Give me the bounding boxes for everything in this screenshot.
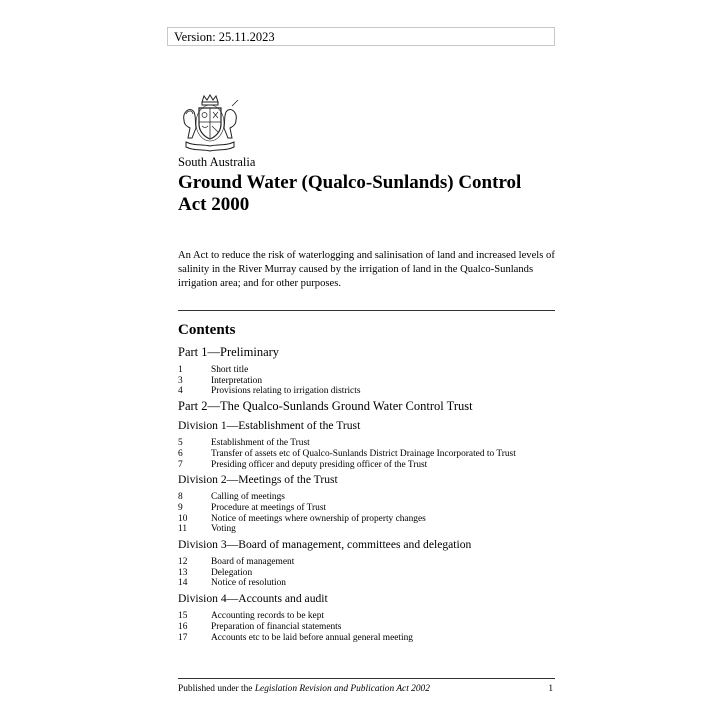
toc-entry-title: Provisions relating to irrigation districts	[211, 386, 361, 397]
act-title	[178, 172, 558, 216]
toc-entry[interactable]	[178, 365, 558, 376]
toc-division-2-items	[178, 492, 558, 535]
toc-entry-title: Accounting records to be kept	[211, 611, 324, 622]
toc-entry[interactable]	[178, 376, 558, 387]
act-title-line-1: Ground Water (Qualco-Sunlands) Control	[178, 172, 522, 193]
toc-entry-number: 11	[178, 524, 188, 535]
toc-entry-number: 10	[178, 513, 188, 524]
toc-entry-title: Delegation	[211, 567, 253, 578]
toc-entry-title: Presiding officer and deputy presiding officer of the Trust	[211, 459, 428, 470]
toc-entry-number: 5	[178, 438, 183, 449]
page-number: 1	[548, 684, 553, 694]
toc-division-3-items	[178, 557, 558, 589]
toc-entry-number: 14	[178, 578, 188, 589]
toc-division-4-heading[interactable]: Division 4—Accounts and audit	[178, 592, 328, 606]
toc-entry[interactable]	[178, 449, 558, 460]
toc-entry-title: Notice of resolution	[211, 578, 286, 589]
table-of-contents	[178, 343, 558, 645]
toc-entry[interactable]	[178, 460, 558, 471]
toc-entry[interactable]	[178, 503, 558, 514]
publication-note	[178, 683, 430, 695]
toc-entry-number: 12	[178, 557, 188, 568]
toc-division-1-items	[178, 438, 558, 470]
toc-division-4-items	[178, 611, 558, 643]
toc-entry-title: Short title	[211, 365, 249, 375]
toc-entry[interactable]	[178, 438, 558, 449]
toc-entry-number: 8	[178, 492, 183, 503]
contents-heading: Contents	[178, 322, 236, 338]
publication-act-name: Legislation Revision and Publication Act 2002	[254, 684, 430, 694]
toc-entry[interactable]	[178, 492, 558, 503]
toc-entry-number: 13	[178, 567, 188, 578]
toc-part-1-heading[interactable]: Part 1—Preliminary	[178, 345, 280, 359]
toc-entry-title: Preparation of financial statements	[211, 621, 342, 632]
toc-entry-number: 6	[178, 448, 183, 459]
toc-part-1-items	[178, 365, 558, 397]
toc-division-3-heading[interactable]: Division 3—Board of management, committees and delegation	[178, 538, 472, 552]
act-title-line-2: Act 2000	[178, 194, 250, 215]
toc-entry-title: Procedure at meetings of Trust	[211, 502, 327, 513]
toc-entry[interactable]	[178, 386, 558, 397]
toc-division-1-heading[interactable]: Division 1—Establishment of the Trust	[178, 419, 361, 433]
footer-divider	[178, 678, 555, 679]
toc-entry-number: 3	[178, 375, 183, 386]
toc-entry-number: 17	[178, 632, 188, 643]
toc-entry-title: Accounts etc to be laid before annual general meeting	[211, 632, 413, 643]
version-label: Version: 25.11.2023	[174, 30, 275, 44]
toc-entry-title: Board of management	[211, 557, 295, 568]
publication-prefix: Published under the	[178, 684, 255, 694]
toc-entry-title: Calling of meetings	[211, 492, 285, 503]
toc-entry[interactable]	[178, 622, 558, 633]
coat-of-arms-emblem	[178, 92, 242, 152]
toc-entry-title: Notice of meetings where ownership of property changes	[211, 513, 426, 524]
toc-entry[interactable]	[178, 568, 558, 579]
toc-entry[interactable]	[178, 557, 558, 568]
toc-entry-title: Transfer of assets etc of Qualco-Sunlands District Drainage Incorporated to Trust	[211, 448, 516, 459]
toc-entry-number: 1	[178, 365, 183, 375]
toc-entry[interactable]	[178, 611, 558, 622]
toc-entry[interactable]	[178, 514, 558, 525]
toc-entry[interactable]	[178, 578, 558, 589]
toc-entry-number: 15	[178, 611, 188, 622]
jurisdiction-label: South Australia	[178, 155, 256, 169]
toc-part-2-heading[interactable]: Part 2—The Qualco-Sunlands Ground Water Control Trust	[178, 399, 473, 414]
contents-divider	[178, 310, 555, 311]
toc-entry-number: 7	[178, 459, 183, 470]
toc-division-2-heading[interactable]: Division 2—Meetings of the Trust	[178, 473, 338, 487]
toc-entry-number: 16	[178, 621, 188, 632]
long-title: An Act to reduce the risk of waterlogging and salinisation of land and increased levels of salinity in the River Murray caused by the irrigation of land in the Qualco-Sunlands irrigation area; and for other purposes.	[178, 250, 555, 289]
toc-entry-title: Voting	[211, 524, 236, 535]
toc-entry-number: 4	[178, 386, 183, 397]
toc-entry-title: Establishment of the Trust	[211, 438, 310, 449]
toc-entry[interactable]	[178, 524, 558, 535]
toc-entry-title: Interpretation	[211, 375, 263, 386]
toc-entry[interactable]	[178, 633, 558, 644]
version-box	[167, 27, 555, 46]
toc-entry-number: 9	[178, 502, 183, 513]
